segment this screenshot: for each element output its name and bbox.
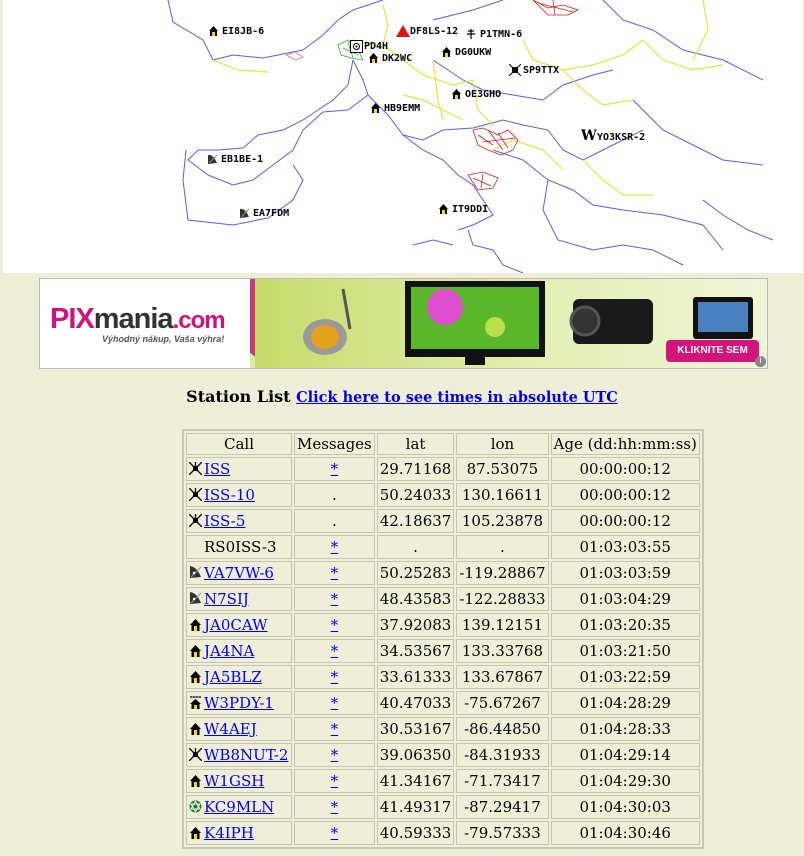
lon-cell: 130.16611	[456, 483, 548, 507]
age-cell: 01:03:03:55	[551, 535, 700, 559]
dish-icon	[239, 207, 250, 218]
map-station[interactable]: DG0UKW	[441, 46, 491, 59]
lon-cell: -119.28867	[456, 561, 548, 585]
messages-cell	[294, 743, 375, 767]
age-cell: 00:00:00:12	[551, 483, 700, 507]
house-icon	[451, 88, 462, 99]
page-title: Station List	[186, 387, 291, 406]
satellite-icon	[509, 64, 520, 75]
table-row	[186, 717, 700, 741]
lon-cell: -79.57333	[456, 821, 548, 845]
house-icon	[370, 102, 381, 113]
call-cell	[186, 509, 292, 533]
column-header-age: Age (dd:hh:mm:ss)	[551, 433, 700, 455]
call-cell	[186, 535, 292, 559]
lon-cell: -75.67267	[456, 691, 548, 715]
age-cell: 01:03:04:29	[551, 587, 700, 611]
house-icon	[438, 203, 449, 214]
messages-cell	[294, 665, 375, 689]
table-row	[186, 561, 700, 585]
messages-link[interactable]: *	[330, 538, 339, 556]
aprs-map[interactable]	[3, 0, 803, 273]
age-cell: 01:04:30:46	[551, 821, 700, 845]
table-row	[186, 691, 700, 715]
age-cell: 01:04:28:33	[551, 717, 700, 741]
call-cell	[186, 743, 292, 767]
call-cell	[186, 483, 292, 507]
call-cell	[186, 665, 292, 689]
messages-cell	[294, 717, 375, 741]
messages-cell	[294, 769, 375, 793]
age-cell: 01:04:29:14	[551, 743, 700, 767]
messages-cell	[294, 457, 375, 481]
house-icon	[189, 643, 202, 656]
messages-cell	[294, 795, 375, 819]
station-call-link[interactable]: W1GSH	[204, 772, 265, 790]
messages-link[interactable]: *	[330, 590, 339, 608]
call-cell	[186, 717, 292, 741]
age-cell: 00:00:00:12	[551, 509, 700, 533]
satellite-icon	[189, 747, 202, 760]
messages-cell	[294, 483, 375, 507]
station-call-link[interactable]: ISS-5	[204, 512, 246, 530]
w-icon: W	[581, 128, 597, 144]
messages-link[interactable]: *	[330, 642, 339, 660]
table-row	[186, 743, 700, 767]
station-table	[182, 429, 704, 849]
lat-cell: 39.06350	[377, 743, 455, 767]
messages-link: .	[331, 512, 337, 530]
column-header-lon: lon	[456, 433, 548, 455]
ad-info-icon[interactable]: i	[755, 356, 766, 367]
lat-cell: 42.18637	[377, 509, 455, 533]
house-icon	[189, 617, 202, 630]
antenna-icon	[466, 28, 477, 39]
station-call-link[interactable]: JA0CAW	[204, 616, 268, 634]
lat-cell: 50.24033	[377, 483, 455, 507]
lon-cell: 87.53075	[456, 457, 548, 481]
messages-link[interactable]: *	[330, 564, 339, 582]
messages-cell	[294, 509, 375, 533]
ad-cta-button[interactable]: KLIKNITE SEM	[666, 340, 759, 362]
column-header-call: Call	[186, 433, 292, 455]
table-row	[186, 665, 700, 689]
lon-cell: -122.28833	[456, 587, 548, 611]
station-list-heading	[0, 387, 804, 406]
house-icon	[189, 721, 202, 734]
digipeater-icon	[350, 40, 361, 51]
age-cell: 01:03:20:35	[551, 613, 700, 637]
blank-icon	[189, 540, 202, 553]
messages-link[interactable]: *	[330, 824, 339, 842]
map-station[interactable]: P1TMN-6	[466, 28, 522, 41]
call-cell	[186, 613, 292, 637]
lat-cell: 40.59333	[377, 821, 455, 845]
house-icon	[208, 25, 219, 36]
age-cell: 01:04:30:03	[551, 795, 700, 819]
lon-cell: -87.29417	[456, 795, 548, 819]
satellite-icon	[189, 513, 202, 526]
messages-cell	[294, 821, 375, 845]
map-station[interactable]: EA7FDM	[239, 207, 289, 220]
map-station[interactable]: IT9DDI	[438, 203, 488, 216]
station-call-link[interactable]: W3PDY-1	[204, 694, 274, 712]
messages-cell	[294, 587, 375, 611]
table-row	[186, 457, 700, 481]
call-cell	[186, 587, 292, 611]
house-icon	[189, 669, 202, 682]
map-station[interactable]: PD4H	[350, 40, 388, 53]
map-station[interactable]: EI8JB-6	[208, 25, 264, 38]
column-header-lat: lat	[377, 433, 455, 455]
table-row	[186, 587, 700, 611]
messages-link[interactable]: *	[330, 746, 339, 764]
station-call-link[interactable]: ISS	[204, 460, 231, 478]
call-cell	[186, 691, 292, 715]
map-station[interactable]: WYO3KSR-2	[581, 128, 646, 144]
station-call-link[interactable]: K4IPH	[204, 824, 254, 842]
house-icon	[441, 46, 452, 57]
dish-icon	[189, 565, 202, 578]
table-header-row	[186, 433, 700, 455]
lon-cell: 105.23878	[456, 509, 548, 533]
table-row	[186, 535, 700, 559]
table-row	[186, 509, 700, 533]
station-call-link[interactable]: WB8NUT-2	[204, 746, 289, 764]
lon-cell: -71.73417	[456, 769, 548, 793]
table-row	[186, 639, 700, 663]
call-cell	[186, 769, 292, 793]
star-of-david-icon	[189, 799, 202, 812]
call-cell	[186, 457, 292, 481]
messages-link[interactable]: *	[330, 694, 339, 712]
messages-cell	[294, 639, 375, 663]
station-call-link[interactable]: W4AEJ	[204, 720, 257, 738]
lon-cell: .	[456, 535, 548, 559]
age-cell: 01:04:29:30	[551, 769, 700, 793]
messages-cell	[294, 535, 375, 559]
call-cell	[186, 639, 292, 663]
column-header-messages: Messages	[294, 433, 375, 455]
lat-cell: 37.92083	[377, 613, 455, 637]
lat-cell: 33.61333	[377, 665, 455, 689]
table-row	[186, 821, 700, 845]
age-cell: 01:03:22:59	[551, 665, 700, 689]
table-row	[186, 483, 700, 507]
satellite-icon	[189, 461, 202, 474]
lat-cell: .	[377, 535, 455, 559]
lon-cell: -86.44850	[456, 717, 548, 741]
station-call-link[interactable]: KC9MLN	[204, 798, 275, 816]
lat-cell: 29.71168	[377, 457, 455, 481]
table-row	[186, 795, 700, 819]
messages-cell	[294, 613, 375, 637]
messages-link[interactable]: *	[330, 460, 339, 478]
house-antenna-icon	[189, 695, 202, 708]
lat-cell: 48.43583	[377, 587, 455, 611]
map-station[interactable]: DK2WC	[368, 52, 412, 65]
station-call-link[interactable]: VA7VW-6	[204, 564, 274, 582]
advertisement-banner[interactable]	[39, 278, 768, 369]
call-cell	[186, 821, 292, 845]
call-cell	[186, 561, 292, 585]
table-row	[186, 613, 700, 637]
messages-cell	[294, 561, 375, 585]
house-icon	[368, 52, 379, 63]
lat-cell: 40.47033	[377, 691, 455, 715]
station-call-link[interactable]: ISS-10	[204, 486, 255, 504]
station-call-link: RS0ISS-3	[204, 538, 277, 556]
lon-cell: -84.31933	[456, 743, 548, 767]
messages-link[interactable]: *	[330, 798, 339, 816]
house-icon	[189, 825, 202, 838]
map-station[interactable]: HB9EMM	[370, 102, 420, 115]
station-call-link[interactable]: JA5BLZ	[204, 668, 262, 686]
ad-subtitle: Výhodný nákup, Vaša výhra!	[102, 334, 225, 344]
lat-cell: 34.53567	[377, 639, 455, 663]
lat-cell: 30.53167	[377, 717, 455, 741]
map-station[interactable]: SP9TTX	[509, 64, 559, 77]
lon-cell: 133.67867	[456, 665, 548, 689]
call-cell	[186, 795, 292, 819]
age-cell: 01:03:03:59	[551, 561, 700, 585]
messages-cell	[294, 691, 375, 715]
lat-cell: 41.34167	[377, 769, 455, 793]
dish-icon	[189, 591, 202, 604]
map-station[interactable]: EB1BE-1	[207, 153, 263, 166]
dish-icon	[207, 153, 218, 164]
lat-cell: 50.25283	[377, 561, 455, 585]
map-borders	[3, 0, 803, 273]
map-station[interactable]: OE3GHO	[451, 88, 501, 101]
messages-link[interactable]: *	[330, 720, 339, 738]
age-cell: 01:04:28:29	[551, 691, 700, 715]
lat-cell: 41.49317	[377, 795, 455, 819]
red-triangle-icon	[396, 25, 407, 36]
map-station[interactable]: DF8LS-12	[396, 25, 458, 38]
satellite-icon	[189, 487, 202, 500]
messages-link[interactable]: *	[330, 616, 339, 634]
messages-link: .	[331, 486, 337, 504]
messages-link[interactable]: *	[330, 772, 339, 790]
house-icon	[189, 773, 202, 786]
age-cell: 01:03:21:50	[551, 639, 700, 663]
table-row	[186, 769, 700, 793]
lon-cell: 139.12151	[456, 613, 548, 637]
age-cell: 00:00:00:12	[551, 457, 700, 481]
station-table-body	[186, 457, 700, 845]
utc-link[interactable]: Click here to see times in absolute UTC	[296, 389, 618, 406]
lon-cell: 133.33768	[456, 639, 548, 663]
ad-logo: PIXmania.com	[50, 303, 225, 335]
station-call-link[interactable]: N7SIJ	[204, 590, 249, 608]
station-call-link[interactable]: JA4NA	[204, 642, 255, 660]
messages-link[interactable]: *	[330, 668, 339, 686]
